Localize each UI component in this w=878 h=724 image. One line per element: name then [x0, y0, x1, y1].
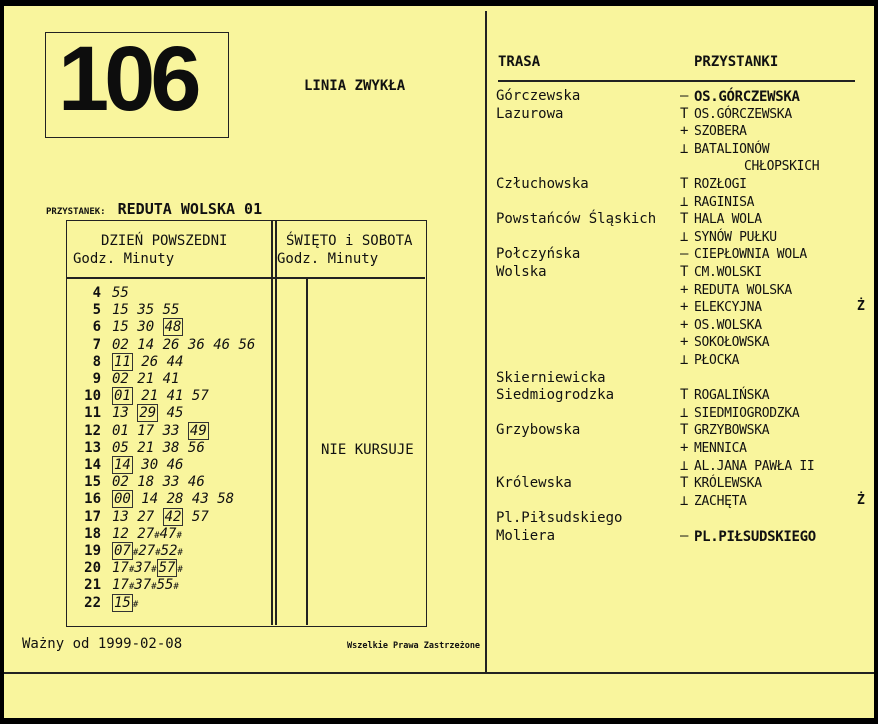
table-divider [275, 221, 277, 625]
minutes-row [112, 337, 255, 353]
route-stop: CIEPŁOWNIA WOLA [694, 247, 807, 263]
hour-label: 17 [84, 508, 101, 525]
minute: 27# [138, 543, 161, 559]
minute: 41 [162, 371, 180, 387]
minute: 13 [112, 508, 129, 525]
minute: 15 [112, 319, 129, 336]
route-connector: + [680, 316, 689, 333]
holiday-subtitle: Godz. Minuty [277, 251, 379, 267]
route-stop: RAGINISA [694, 194, 755, 210]
holiday-note: NIE KURSUJE [321, 442, 414, 458]
minute: 21 [137, 371, 155, 387]
route-connector: + [680, 440, 689, 456]
route-stop: MENNICA [694, 441, 747, 456]
minutes-row [112, 440, 205, 456]
hour-label: 14 [84, 457, 101, 473]
line-number-badge [45, 28, 229, 138]
minute: 46 [213, 336, 231, 353]
minute: 30 [141, 457, 159, 473]
minute: 56 [187, 439, 205, 456]
street-name: Królewska [496, 475, 572, 492]
route-connector: ⊥ [680, 140, 689, 157]
hour-label: 20 [84, 560, 101, 577]
minute: 17 [137, 422, 155, 439]
street-name: Pl.Piłsudskiego [496, 510, 623, 527]
hash-mark: # [155, 548, 161, 558]
route-connector: ⊥ [680, 228, 689, 245]
minute: 02 [112, 371, 129, 387]
hour-label: 10 [84, 388, 101, 405]
holiday-hour-column-rule [306, 277, 308, 625]
line-number: 106 [58, 28, 197, 130]
minutes-row [112, 560, 183, 576]
timetable-sheet [4, 6, 874, 718]
minute: 57 [191, 508, 209, 525]
minute: 58 [217, 491, 235, 508]
street-name: Lazurowa [496, 105, 564, 122]
route-connector: + [680, 299, 689, 316]
route-stop: SZOBERA [694, 124, 747, 140]
minutes-row [112, 354, 183, 370]
minute: 17# [112, 577, 135, 594]
route-connector: T [680, 475, 689, 492]
hour-label: 9 [92, 371, 101, 387]
hour-label: 21 [84, 577, 101, 594]
route-connector: ⊥ [680, 492, 689, 509]
minute: 15 [112, 302, 129, 319]
route-stop: CM.WOLSKI [694, 265, 762, 280]
minute: 43 [191, 491, 209, 508]
minute: 57 [191, 388, 209, 405]
minute: 45 [166, 405, 184, 422]
hour-label: 11 [84, 405, 101, 422]
street-name: Grzybowska [496, 422, 581, 439]
street-name: Człuchowska [496, 176, 589, 192]
route-stop: AL.JANA PAWŁA II [694, 458, 815, 474]
on-request-mark: Ż [857, 299, 865, 315]
minute: 33 [162, 474, 180, 491]
minute: 01 [112, 422, 129, 439]
minute: 30 [137, 319, 155, 336]
route-header-rule [498, 80, 855, 82]
minute: 35 [137, 302, 155, 319]
hash-mark: # [128, 582, 135, 593]
hour-label: 18 [84, 525, 101, 542]
minute: 36 [187, 336, 205, 353]
route-stop: ELEKCYJNA [694, 300, 762, 316]
minute: 02 [112, 336, 129, 353]
route-connector: – [680, 88, 689, 104]
minutes-row [112, 405, 183, 421]
minute: 46 [166, 457, 184, 473]
minute: 27 [137, 508, 155, 525]
hash-mark: # [154, 530, 160, 541]
route-connector: + [680, 281, 689, 298]
hash-mark: # [173, 582, 179, 593]
minute-boxed: 29 [139, 405, 157, 422]
minute: 13 [112, 405, 129, 422]
hour-label: 7 [92, 336, 101, 353]
route-connector: ⊥ [680, 352, 689, 368]
minutes-row [112, 371, 179, 387]
route-stop: OS.GÓRCZEWSKA [694, 106, 792, 122]
minutes-row [112, 595, 138, 611]
route-stop: OS.GÓRCZEWSKA [694, 89, 800, 105]
route-stop: OS.WOLSKA [694, 317, 762, 333]
route-connector: + [680, 334, 689, 351]
route-stop: SOKOŁOWSKA [694, 335, 770, 351]
route-connector: T [680, 211, 689, 228]
weekday-subtitle: Godz. Minuty [73, 251, 175, 267]
minute-boxed: 42 [164, 508, 182, 525]
route-connector: ⊥ [680, 193, 689, 210]
minute-boxed: 07 # [114, 543, 139, 559]
hour-label: 4 [92, 285, 101, 301]
minutes-row [112, 423, 209, 439]
minutes-row [112, 491, 234, 507]
valid-from: Ważny od 1999-02-08 [22, 636, 183, 652]
minute-boxed: 11 [114, 353, 131, 370]
route-stop: PŁOCKA [694, 353, 740, 368]
route-connector: T [680, 387, 689, 404]
minutes-row [112, 285, 129, 301]
route-connector: + [680, 123, 689, 140]
minute: 52# [160, 543, 183, 559]
route-stop: HALA WOLA [694, 212, 762, 228]
table-header-rule [67, 277, 425, 279]
minute: 28 [166, 491, 184, 508]
minute: 21 [141, 388, 159, 405]
hour-label: 15 [84, 474, 101, 491]
holiday-title: ŚWIĘTO i SOBOTA [286, 233, 413, 249]
weekday-title: DZIEŃ POWSZEDNI [101, 233, 228, 249]
minute: 26 [141, 353, 159, 370]
hour-label: 19 [84, 543, 101, 559]
street-name: Wolska [496, 264, 547, 280]
minute: 02 [112, 474, 129, 491]
route-connector: T [680, 422, 689, 439]
minute: 41 [166, 388, 184, 405]
street-name: Połczyńska [496, 246, 581, 263]
hash-mark: # [132, 599, 139, 610]
hash-mark: # [151, 582, 157, 593]
hash-mark: # [128, 565, 135, 576]
minute: 27# [137, 525, 160, 542]
hash-mark: # [177, 548, 183, 558]
stop-info [46, 199, 262, 218]
minute: 14 [137, 336, 155, 353]
minute: 46 [187, 474, 205, 491]
route-connector: – [680, 528, 689, 544]
minutes-row [112, 543, 183, 559]
minute: 47# [159, 525, 182, 542]
hash-mark: # [177, 565, 183, 576]
minutes-row [112, 319, 183, 335]
minute: 37# [134, 577, 157, 594]
minute: 12 [112, 525, 129, 542]
minute: 55# [156, 577, 179, 594]
minutes-row [112, 526, 182, 542]
hour-label: 6 [92, 319, 101, 336]
stop-label: PRZYSTANEK: [46, 207, 106, 217]
timetable-table [66, 220, 427, 627]
minute: 14 [141, 491, 159, 508]
route-connector: T [680, 105, 689, 122]
bottom-rule [4, 672, 874, 674]
street-name: Powstańców Śląskich [496, 211, 657, 228]
route-connector: T [680, 264, 689, 280]
street-name: Skierniewicka [496, 369, 606, 386]
minute-boxed: 01 [114, 388, 131, 405]
hour-label: 22 [84, 594, 101, 611]
on-request-mark: Ż [857, 492, 865, 508]
minute-boxed: 49 [189, 422, 207, 439]
route-stop: KRÓLEWSKA [694, 476, 762, 492]
hour-label: 13 [84, 439, 101, 456]
minute: 37# [134, 560, 157, 577]
street-name: Moliera [496, 528, 556, 544]
route-stop: SIEDMIOGRODZKA [694, 405, 800, 421]
minute: 55 [112, 285, 129, 301]
street-name: Siedmiogrodzka [496, 387, 615, 404]
minute-boxed: 00 [114, 491, 131, 508]
minutes-row [112, 474, 205, 490]
route-stop: PL.PIŁSUDSKIEGO [694, 529, 816, 545]
route-connector: – [680, 246, 689, 263]
route-stop: CHŁOPSKICH [744, 159, 820, 175]
minute-boxed: 48 [164, 319, 182, 336]
hour-label: 8 [92, 353, 101, 370]
minute: 38 [162, 439, 180, 456]
minutes-row [112, 302, 179, 318]
route-header-trasa: TRASA [498, 54, 541, 70]
street-name: Górczewska [496, 88, 581, 104]
minutes-row [112, 388, 209, 404]
table-divider [271, 221, 273, 625]
route-connector: ⊥ [680, 404, 689, 421]
minute: 33 [162, 422, 180, 439]
route-stop: ROZŁOGI [694, 177, 747, 192]
route-stop: BATALIONÓW [694, 141, 770, 157]
stop-name: REDUTA WOLSKA 01 [117, 200, 263, 218]
minutes-row [112, 509, 209, 525]
route-stop: GRZYBOWSKA [694, 423, 770, 439]
hour-label: 12 [84, 422, 101, 439]
minute: 05 [112, 439, 129, 456]
minute: 26 [162, 336, 180, 353]
column-divider [485, 11, 487, 672]
copyright-note: Wszelkie Prawa Zastrzeżone [347, 641, 481, 651]
minute: 55 [162, 302, 180, 319]
minute: 44 [166, 353, 184, 370]
route-header-stops: PRZYSTANKI [694, 54, 779, 70]
minute: 18 [137, 474, 155, 491]
route-connector: ⊥ [680, 457, 689, 474]
route-stop: ZACHĘTA [694, 493, 747, 509]
hash-mark: # [151, 565, 157, 576]
line-type: LINIA ZWYKŁA [304, 78, 406, 94]
route-stop: ROGALIŃSKA [694, 388, 770, 404]
minutes-row [112, 577, 179, 593]
minute-boxed: 57 # [158, 560, 183, 577]
hash-mark: # [132, 548, 139, 558]
minute-boxed: 14 [114, 457, 131, 473]
hour-label: 5 [92, 302, 101, 319]
hour-label: 16 [84, 491, 101, 508]
minute-boxed: 15 # [114, 594, 139, 611]
route-stop: REDUTA WOLSKA [694, 282, 792, 298]
route-connector: T [680, 176, 689, 192]
hash-mark: # [176, 530, 182, 541]
minute: 56 [238, 336, 256, 353]
minutes-row [112, 457, 183, 473]
minute: 21 [137, 439, 155, 456]
route-stop: SYNÓW PUŁKU [694, 229, 777, 245]
minute: 17# [112, 560, 135, 577]
